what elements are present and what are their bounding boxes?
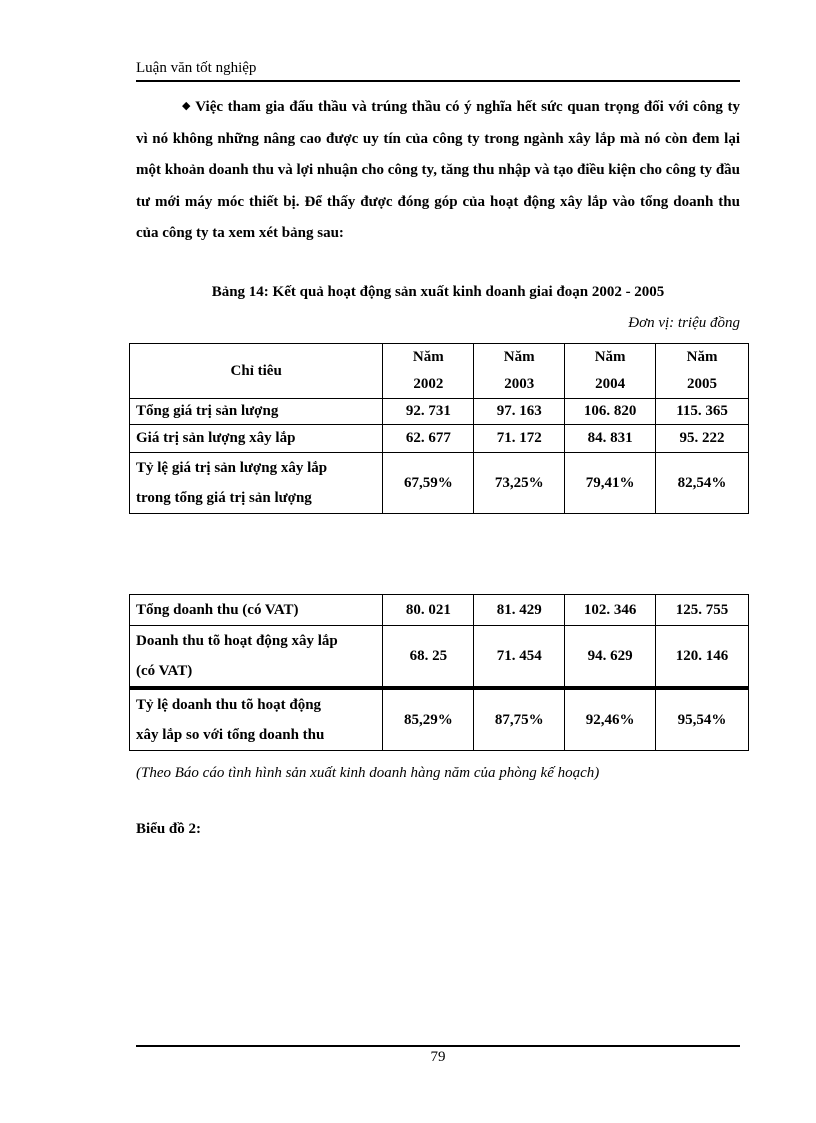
cell-value: 84. 831 xyxy=(565,425,656,453)
header-indicator: Chỉ tiêu xyxy=(130,344,383,399)
header-year-2002: Năm 2002 xyxy=(383,344,474,399)
header-year-2004: Năm 2004 xyxy=(565,344,656,399)
cell-value: 62. 677 xyxy=(383,425,474,453)
cell-value: 67,59% xyxy=(383,453,474,514)
cell-value: 106. 820 xyxy=(565,399,656,425)
row-label: Doanh thu tõ hoạt động xây lắp (có VAT) xyxy=(130,626,383,689)
row-label: Giá trị sản lượng xây lắp xyxy=(130,425,383,453)
cell-value: 92. 731 xyxy=(383,399,474,425)
table-title: Bảng 14: Kết quả hoạt động sản xuất kinh doanh giai đoạn 2002 - 2005 xyxy=(211,284,665,300)
cell-value: 125. 755 xyxy=(656,595,749,626)
cell-value: 73,25% xyxy=(474,453,565,514)
table-row xyxy=(130,453,749,514)
table-unit: Đơn vị: triệu đồng xyxy=(628,315,740,331)
cell-value: 81. 429 xyxy=(474,595,565,626)
page-header xyxy=(136,58,740,82)
cell-value: 71. 172 xyxy=(474,425,565,453)
header-year-2003: Năm 2003 xyxy=(474,344,565,399)
table-row xyxy=(130,595,749,626)
table-row xyxy=(130,399,749,425)
row-label: Tổng doanh thu (có VAT) xyxy=(130,595,383,626)
row-label: Tỷ lệ giá trị sản lượng xây lắp trong tổng giá trị sản lượng xyxy=(130,453,383,514)
table-row xyxy=(130,626,749,689)
table-header-row xyxy=(130,344,749,399)
cell-value: 68. 25 xyxy=(383,626,474,689)
cell-value: 94. 629 xyxy=(565,626,656,689)
cell-value: 82,54% xyxy=(656,453,749,514)
cell-value: 85,29% xyxy=(383,688,474,751)
cell-value: 97. 163 xyxy=(474,399,565,425)
cell-value: 87,75% xyxy=(474,688,565,751)
results-table-part1 xyxy=(129,343,749,514)
cell-value: 95,54% xyxy=(656,688,749,751)
header-year-2005: Năm 2005 xyxy=(656,344,749,399)
cell-value: 79,41% xyxy=(565,453,656,514)
cell-value: 95. 222 xyxy=(656,425,749,453)
cell-value: 102. 346 xyxy=(565,595,656,626)
cell-value: 71. 454 xyxy=(474,626,565,689)
row-label: Tổng giá trị sản lượng xyxy=(130,399,383,425)
cell-value: 115. 365 xyxy=(656,399,749,425)
table-source-note: (Theo Báo cáo tình hình sản xuất kinh doanh hàng năm của phòng kế hoạch) xyxy=(136,765,600,781)
table-row xyxy=(130,425,749,453)
paragraph-text: Việc tham gia đấu thầu và trúng thầu có ý nghĩa hết sức quan trọng đối với công ty vì nó không những nâng cao được uy tín của công ty trong ngành xây lắp mà nó còn đem lại một khoản doanh thu và lợi nhuận cho công ty, tăng thu nhập và tạo điều kiện cho công ty đầu tư mới máy móc thiết bị. Để thấy được đóng góp của hoạt động xây lắp vào tổng doanh thu của công ty ta xem xét bảng sau: xyxy=(136,99,740,241)
table-row xyxy=(130,688,749,751)
body-paragraph xyxy=(136,91,740,250)
header-title: Luận văn tốt nghiệp xyxy=(136,60,257,76)
figure-label: Biểu đồ 2: xyxy=(136,821,202,837)
diamond-bullet-icon: ◆ xyxy=(182,100,192,112)
cell-value: 92,46% xyxy=(565,688,656,751)
cell-value: 80. 021 xyxy=(383,595,474,626)
row-label: Tỷ lệ doanh thu tõ hoạt động xây lắp so với tổng doanh thu xyxy=(130,688,383,751)
cell-value: 120. 146 xyxy=(656,626,749,689)
results-table-part2 xyxy=(129,594,749,751)
page-number: 79 xyxy=(430,1049,446,1065)
